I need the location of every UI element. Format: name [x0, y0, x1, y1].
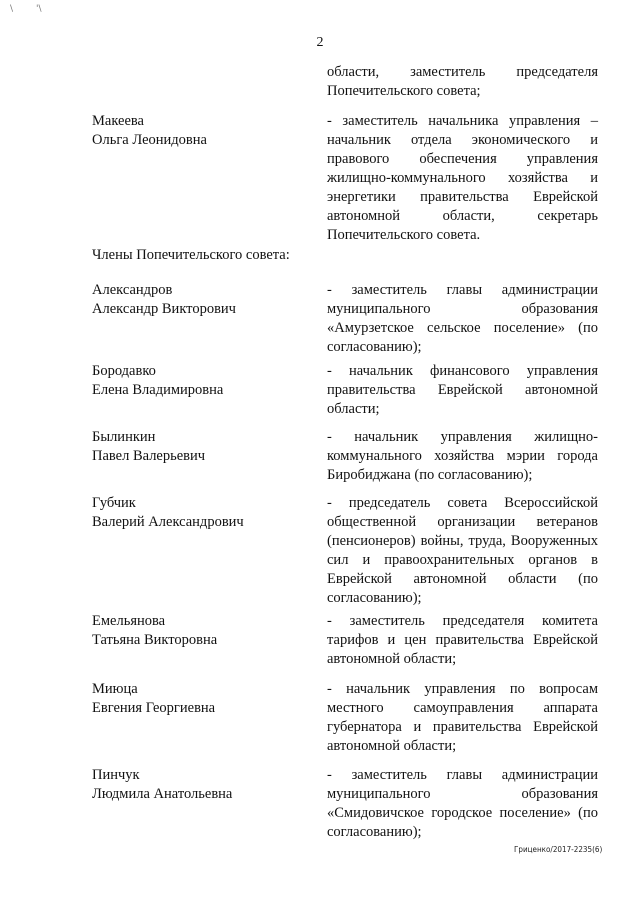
member-surname: Миюца: [92, 681, 138, 697]
member-position: - заместитель главы администрации муниципального образования «Смидовичское городское поселение» (по согласованию);: [327, 767, 598, 840]
members-heading: Члены Попечительского совета:: [92, 247, 290, 263]
member-given-name: Людмила Анатольевна: [92, 786, 233, 802]
member-position: - начальник финансового управления правительства Еврейской автономной области;: [327, 363, 598, 417]
secretary-name: [92, 112, 312, 150]
member-surname: Пинчук: [92, 767, 140, 783]
member-given-name: Татьяна Викторовна: [92, 632, 218, 648]
member-name: [92, 428, 312, 466]
member-given-name: Павел Валерьевич: [92, 448, 206, 464]
scan-mark: \: [10, 4, 14, 14]
member-surname: Былинкин: [92, 429, 156, 445]
document-code: Гриценко/2017-2235(6): [514, 845, 603, 854]
page-number: 2: [316, 35, 324, 50]
scan-mark: '\: [36, 4, 42, 14]
member-position: - начальник управления жилищно-коммунального хозяйства мэрии города Биробиджана (по согласованию);: [327, 429, 598, 483]
member-position: - заместитель главы администрации муниципального образования «Амурзетское сельское поселение» (по согласованию);: [327, 282, 598, 355]
member-surname: Губчик: [92, 495, 136, 511]
secretary-given-name: Ольга Леонидовна: [92, 132, 207, 148]
member-surname: Емельянова: [92, 613, 166, 629]
member-position: - заместитель председателя комитета тарифов и цен правительства Еврейской автономной области;: [327, 613, 598, 667]
member-surname: Бородавко: [92, 363, 156, 379]
member-position: - начальник управления по вопросам местного самоуправления аппарата губернатора и правительства Еврейской автономной области;: [327, 681, 598, 754]
member-given-name: Елена Владимировна: [92, 382, 224, 398]
member-name: [92, 281, 312, 319]
member-given-name: Александр Викторович: [92, 301, 236, 317]
member-name: [92, 494, 312, 532]
member-given-name: Евгения Георгиевна: [92, 700, 216, 716]
member-position: - председатель совета Всероссийской общественной организации ветеранов (пенсионеров) войны, труда, Вооруженных сил и правоохранительных органов в Еврейской автономной области (по согласованию);: [327, 495, 598, 606]
member-given-name: Валерий Александрович: [92, 514, 244, 530]
secretary-position: - заместитель начальника управления – начальник отдела экономического и правового обеспечения управления жилищно-коммунального хозяйства и энергетики правительства Еврейской автономной области, секретарь Попечительского совета.: [327, 113, 598, 243]
secretary-surname: Макеева: [92, 113, 144, 129]
member-name: [92, 766, 312, 804]
member-name: [92, 362, 312, 400]
member-name: [92, 680, 312, 718]
member-name: [92, 612, 312, 650]
continuation-text: области, заместитель председателя Попечительского совета;: [327, 64, 598, 99]
member-surname: Александров: [92, 282, 173, 298]
